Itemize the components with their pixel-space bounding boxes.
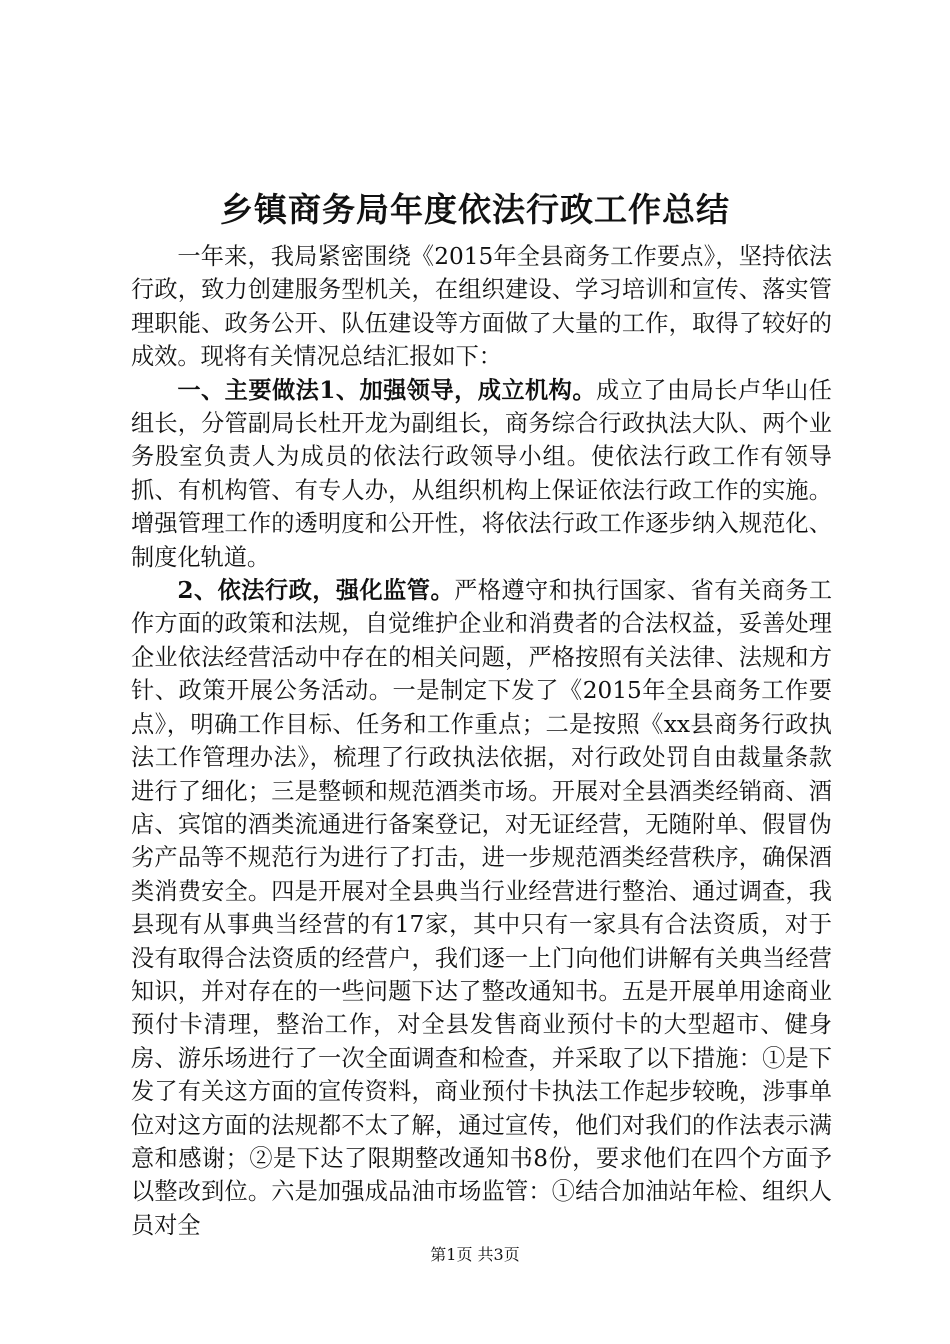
page-number-footer: 第1页 共3页 (430, 1245, 520, 1264)
paragraph-text: 成立了由局长卢华山任组长，分管副局长杜开龙为副组长，商务综合行政执法大队、两个业务股室负责人为成员的依法行政领导小组。使依法行政工作有领导抓、有机构管、有专人办，从组织机构上保证依法行政工作的实施。增强管理工作的透明度和公开性，将依法行政工作逐步纳入规范化、制度化轨道。 (131, 376, 832, 571)
paragraph-heading: 2、依法行政，强化监管。 (177, 577, 455, 605)
paragraph-text: 严格遵守和执行国家、省有关商务工作方面的政策和法规，自觉维护企业和消费者的合法权益，妥善处理企业依法经营活动中存在的相关问题，严格按照有关法律、法规和方针、政策开展公务活动。一是制定下发了《2015年全县商务工作要点》，明确工作目标、任务和工作重点；二是按照《xx县商务行政执法工作管理办法》，梳理了行政执法依据，对行政处罚自由裁量条款进行了细化；三是整顿和规范酒类市场。开展对全县酒类经销商、酒店、宾馆的酒类流通进行备案登记，对无证经营，无随附单、假冒伪劣产品等不规范行为进行了打击，进一步规范酒类经营秩序，确保酒类消费安全。四是开展对全县典当行业经营进行整治、通过调查，我县现有从事典当经营的有17家，其中只有一家具有合法资质，对于没有取得合法资质的经营户，我们逐一上门向他们讲解有关典当经营知识，并对存在的一些问题下达了整改通知书。五是开展单用途商业预付卡清理，整治工作，对全县发售商业预付卡的大型超市、健身房、游乐场进行了一次全面调查和检查，并采取了以下措施：①是下发了有关这方面的宣传资料，商业预付卡执法工作起步较晚，涉事单位对这方面的法规都不太了解，通过宣传，他们对我们的作法表示满意和感谢；②是下达了限期整改通知书8份，要求他们在四个方面予以整改到位。六是加强成品油市场监管：①结合加油站年检、组织人员对全 (131, 577, 833, 1239)
document-body (131, 240, 832, 1242)
paragraph-section-2 (131, 574, 832, 1242)
paragraph-text: 一年来，我局紧密围绕《2015年全县商务工作要点》，坚持依法行政，致力创建服务型机关，在组织建设、学习培训和宣传、落实管理职能、政务公开、队伍建设等方面做了大量的工作，取得了较好的成效。现将有关情况总结汇报如下： (131, 243, 832, 371)
document-title: 乡镇商务局年度依法行政工作总结 (220, 190, 730, 229)
paragraph-heading: 一、主要做法1、加强领导，成立机构。 (177, 376, 596, 404)
paragraph-intro (131, 240, 832, 374)
paragraph-section-1 (131, 374, 832, 574)
